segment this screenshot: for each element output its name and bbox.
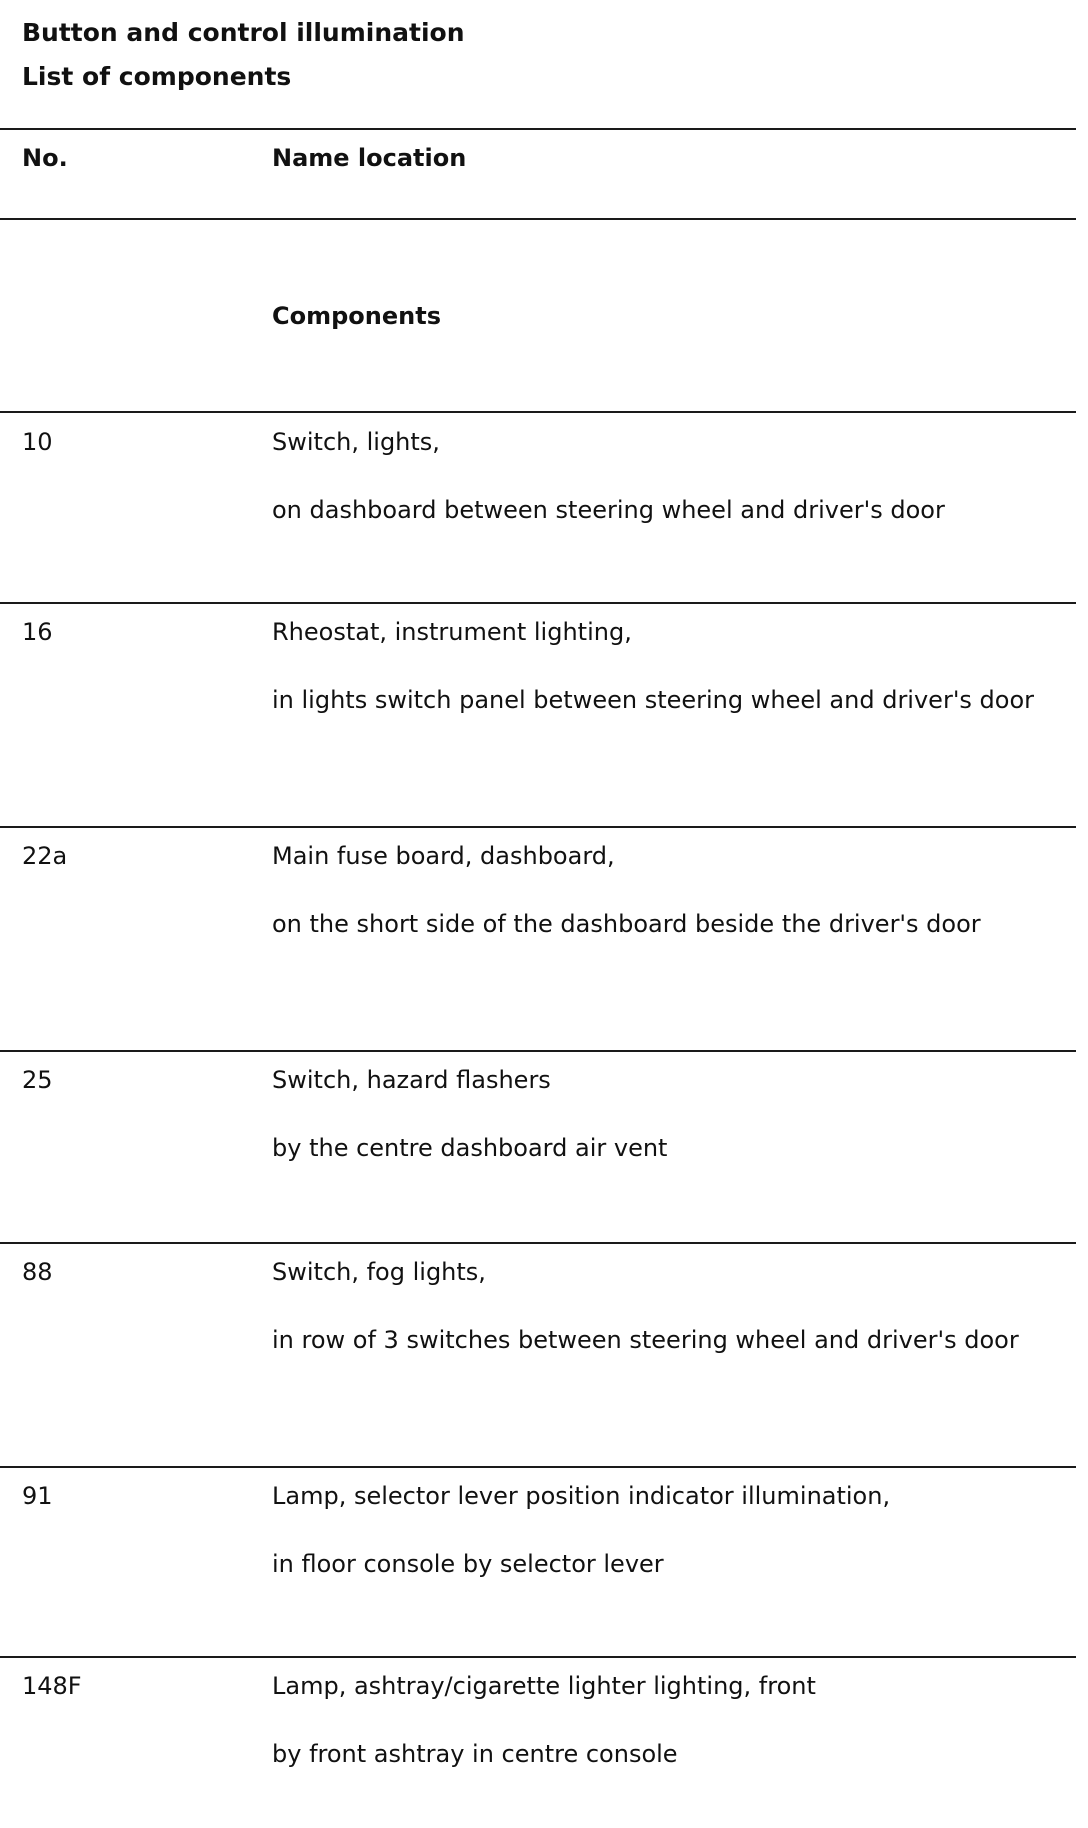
row-location: in row of 3 switches between steering wheel and driver's door	[272, 1326, 1019, 1354]
page-title: Button and control illumination	[22, 18, 465, 47]
row-number: 22a	[22, 842, 68, 870]
section-label-components: Components	[272, 302, 441, 330]
row-divider	[0, 602, 1076, 604]
row-name: Switch, hazard flashers	[272, 1066, 551, 1094]
row-location: on dashboard between steering wheel and driver's door	[272, 496, 945, 524]
row-location: on the short side of the dashboard beside the driver's door	[272, 910, 981, 938]
page-subtitle: List of components	[22, 62, 292, 91]
row-name: Main fuse board, dashboard,	[272, 842, 615, 870]
row-divider	[0, 826, 1076, 828]
row-number: 148F	[22, 1672, 82, 1700]
column-header-no: No.	[22, 144, 68, 172]
column-header-name-location: Name location	[272, 144, 467, 172]
row-location: in lights switch panel between steering wheel and driver's door	[272, 686, 1035, 714]
row-divider	[0, 1466, 1076, 1468]
row-location: by front ashtray in centre console	[272, 1740, 678, 1768]
row-name: Switch, fog lights,	[272, 1258, 486, 1286]
row-name: Rheostat, instrument lighting,	[272, 618, 632, 646]
row-divider	[0, 1050, 1076, 1052]
row-number: 10	[22, 428, 53, 456]
row-divider	[0, 1242, 1076, 1244]
row-number: 91	[22, 1482, 53, 1510]
row-name: Lamp, ashtray/cigarette lighter lighting, front	[272, 1672, 816, 1700]
row-divider	[0, 411, 1076, 413]
row-number: 88	[22, 1258, 53, 1286]
row-name: Lamp, selector lever position indicator illumination,	[272, 1482, 891, 1510]
table-top-rule	[0, 128, 1076, 130]
row-number: 25	[22, 1066, 53, 1094]
row-divider	[0, 1656, 1076, 1658]
row-location: in floor console by selector lever	[272, 1550, 664, 1578]
row-name: Switch, lights,	[272, 428, 440, 456]
row-number: 16	[22, 618, 53, 646]
header-bottom-rule	[0, 218, 1076, 220]
row-location: by the centre dashboard air vent	[272, 1134, 668, 1162]
